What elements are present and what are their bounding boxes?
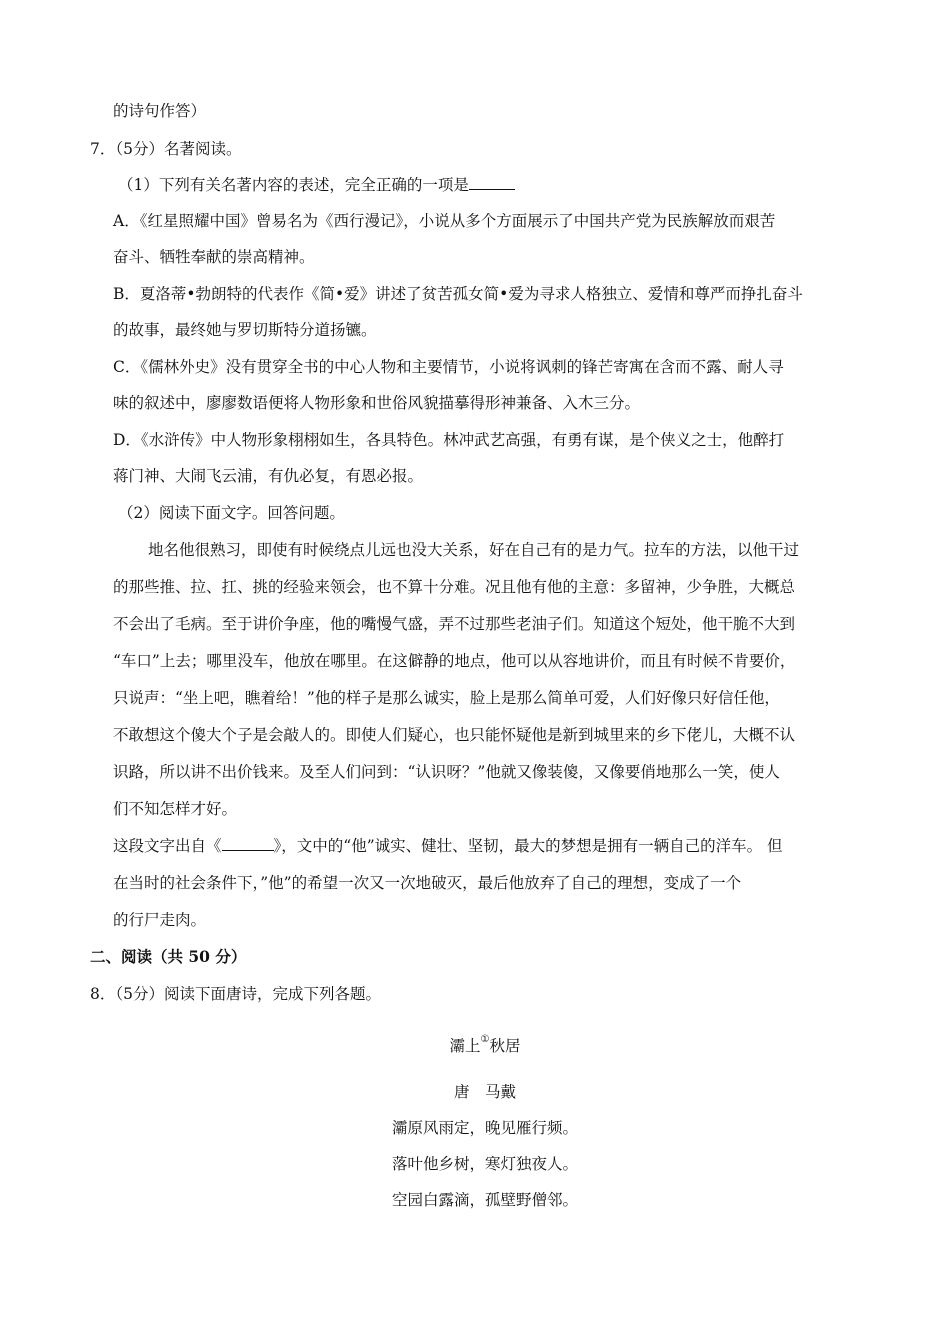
option-c-line-2: 味的叙述中，廖廖数语便将人物形象和世俗风貌描摹得形神兼备、入木三分。: [113, 394, 641, 412]
poem-title: [0, 1033, 950, 1056]
prompt-suffix: 》，文中的“他”诚实、健壮、坚韧，最大的梦想是拥有一辆自己的洋车。 但: [273, 837, 783, 855]
option-d-line-1: D．《水浒传》中人物形象栩栩如生，各具特色。林冲武艺高强，有勇有谋，是个侠义之士，他醉打: [113, 431, 785, 449]
option-d-line-2: 蒋门神、大闹飞云浦，有仇必复，有恩必报。: [113, 467, 424, 485]
question-7-1-stem-text: （1）下列有关名著内容的表述，完全正确的一项是: [118, 176, 469, 194]
option-c-line-1: C．《儒林外史》没有贯穿全书的中心人物和主要情节，小说将讽刺的锋芒寄寓在含而不露、耐人寻: [113, 358, 784, 376]
footnote-marker: ①: [480, 1034, 490, 1045]
poem-author: 唐 马戴: [453, 1083, 516, 1101]
option-b-line-1: B．夏洛蒂•勃朗特的代表作《简•爱》讲述了贫苦孤女简•爱为寻求人格独立、爱情和尊严而挣扎奋斗: [113, 285, 803, 303]
passage-line-1: 地名他很熟习，即使有时候绕点儿远也没大关系，好在自己有的是力气。拉车的方法，以他干过: [148, 541, 800, 559]
passage-line-4: “车口”上去；哪里没车，他放在哪里。在这僻静的地点，他可以从容地讲价，而且有时候不肯要价，: [113, 652, 796, 670]
poem-title-part-1: 灞上: [449, 1037, 481, 1056]
answer-blank: [469, 175, 515, 190]
passage-line-2: 的那些推、拉、扛、挑的经验来领会，也不算十分难。况且他有他的主意：多留神，少争胜，大概总: [113, 578, 796, 596]
option-b-line-2: 的故事，最终她与罗切斯特分道扬镳。: [113, 321, 377, 339]
question-7-heading: 7．（5分）名著阅读。: [90, 140, 242, 158]
poem-title-part-2: 秋居: [489, 1037, 521, 1056]
passage-line-7: 识路，所以讲不出价钱来。及至人们问到：“认识呀？”他就又像装傻，又像要俏地那么一笑，使人: [113, 763, 780, 781]
passage-line-3: 不会出了毛病。至于讲价争座，他的嘴慢气盛，弄不过那些老油子们。知道这个短处，他干脆不大到: [113, 615, 796, 633]
poem-line-1: 灞原风雨定，晚见雁行频。: [391, 1119, 578, 1137]
question-7-1-stem: [118, 175, 515, 195]
option-a-line-2: 奋斗、牺牲奉献的崇高精神。: [113, 248, 315, 266]
book-title-blank: [222, 836, 274, 851]
question-7-2-prompt-line-1: [113, 836, 783, 856]
question-7-2-prompt-line-2: 在当时的社会条件下，”他”的希望一次又一次地破灭，最后他放弃了自己的理想，变成了一个: [113, 874, 742, 892]
question-8-heading: 8．（5分）阅读下面唐诗，完成下列各题。: [90, 985, 381, 1003]
poem-line-2: 落叶他乡树，寒灯独夜人。: [391, 1155, 578, 1173]
passage-line-8: 们不知怎样才好。: [113, 800, 238, 818]
poem-line-3: 空园白露滴，孤壁野僧邻。: [391, 1191, 578, 1209]
prompt-prefix: 这段文字出自《: [113, 837, 222, 855]
section-2-heading: 二、阅读（共 50 分）: [90, 947, 247, 966]
passage-line-6: 不敢想这个傻大个子是会敲人的。即使人们疑心，也只能怀疑他是新到城里来的乡下佬儿，大概不认: [113, 726, 796, 744]
previous-question-tail: 的诗句作答）: [113, 102, 207, 120]
option-a-line-1: A．《红星照耀中国》曾易名为《西行漫记》，小说从多个方面展示了中国共产党为民族解放而艰苦: [113, 212, 776, 230]
passage-line-5: 只说声：“坐上吧，瞧着给！”他的样子是那么诚实，脸上是那么简单可爱，人们好像只好信任他，: [113, 689, 780, 707]
question-7-2-prompt-line-3: 的行尸走肉。: [113, 911, 207, 929]
question-7-2-stem: （2）阅读下面文字。回答问题。: [118, 504, 345, 522]
